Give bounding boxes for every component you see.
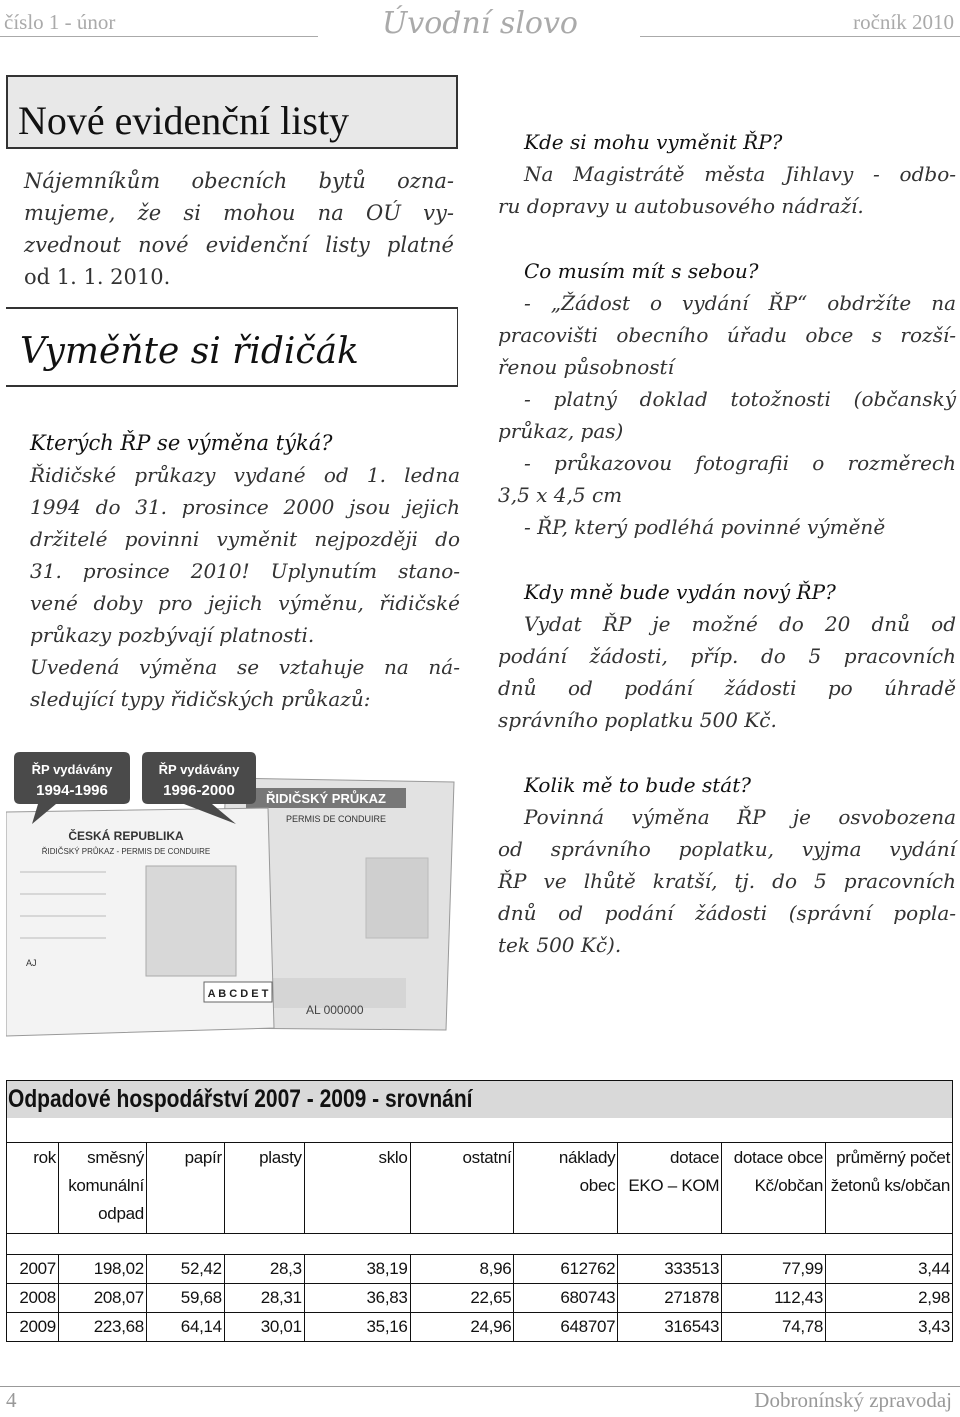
table-cell: 30,01 bbox=[224, 1313, 304, 1342]
header-cell-line: náklady bbox=[558, 1148, 616, 1167]
article2-title-box bbox=[6, 307, 458, 387]
header-cell-line: papír bbox=[184, 1148, 222, 1167]
answer-line: Na Magistrátě města Jihlavy - odbo- bbox=[524, 162, 956, 186]
answer-line: - „Žádost o vydání ŘP“ obdržíte na bbox=[524, 291, 956, 315]
question-4: Kdy mně bude vydán nový ŘP? bbox=[524, 580, 836, 604]
answer-line: Povinná výměna ŘP je osvobozena bbox=[524, 805, 956, 829]
table-header-cell bbox=[618, 1143, 722, 1234]
waste-table-section bbox=[6, 1080, 953, 1342]
bubble2-line1: ŘP vydávány bbox=[158, 762, 240, 777]
table-header-cell bbox=[58, 1143, 146, 1234]
bubble1-line2: 1994-1996 bbox=[36, 782, 108, 799]
table-cell: 64,14 bbox=[146, 1313, 224, 1342]
header-rule-right bbox=[640, 36, 960, 37]
table-header-cell bbox=[826, 1143, 953, 1234]
answer-line: dnů od podání žádosti po úhradě bbox=[498, 676, 956, 700]
list-item: - platný doklad totožnosti (občanský bbox=[524, 387, 956, 411]
table-row bbox=[7, 1255, 953, 1284]
table-cell: 74,78 bbox=[722, 1313, 826, 1342]
section-title: Úvodní slovo bbox=[381, 6, 578, 41]
waste-table bbox=[6, 1118, 953, 1342]
card2-title: ŘIDIČSKÝ PRŮKAZ bbox=[266, 791, 386, 806]
header-cell-line: Kč/občan bbox=[754, 1176, 824, 1195]
header-rule-left bbox=[0, 36, 318, 37]
table-cell: 198,02 bbox=[58, 1255, 146, 1284]
answer-line: ru dopravy u autobusového nádraží. bbox=[498, 194, 864, 218]
table-header-cell bbox=[224, 1143, 304, 1234]
card2-number: AL 000000 bbox=[306, 1003, 364, 1017]
bubble1-line1: ŘP vydávány bbox=[31, 762, 113, 777]
lead-line: od 1. 1. 2010. bbox=[24, 265, 171, 289]
table-header-cell bbox=[722, 1143, 826, 1234]
answer-line: Uvedená výměna se vztahuje na ná- bbox=[30, 655, 460, 679]
table-cell: 2008 bbox=[7, 1284, 59, 1313]
lead-line: zvednout nové evidenční listy platné bbox=[24, 233, 454, 257]
card1-code: AJ bbox=[26, 958, 37, 968]
article1-title: Nové evidenční listy bbox=[18, 98, 350, 143]
answer-line: tek 500 Kč). bbox=[498, 933, 622, 957]
answer-line: ŘP ve lhůtě kratší, tj. do 5 pracovních bbox=[498, 869, 956, 893]
answer-line: podání žádosti, příp. do 5 pracovních bbox=[498, 644, 956, 668]
table-cell: 112,43 bbox=[722, 1284, 826, 1313]
volume-label: ročník 2010 bbox=[853, 10, 954, 34]
answer-line: Vydat ŘP je možné do 20 dnů od bbox=[524, 612, 956, 636]
table-cell: 77,99 bbox=[722, 1255, 826, 1284]
table-header-cell bbox=[304, 1143, 410, 1234]
header-cell-line: dotace obce bbox=[733, 1148, 824, 1167]
header-cell-line: komunální bbox=[68, 1176, 144, 1195]
article2-left-text bbox=[30, 427, 460, 715]
header-cell-line: odpad bbox=[98, 1204, 144, 1223]
article2-title: Vyměňte si řidičák bbox=[20, 331, 359, 372]
article1-title-box bbox=[6, 75, 458, 149]
table-cell: 36,83 bbox=[304, 1284, 410, 1313]
header-cell-line: průměrný počet bbox=[836, 1148, 950, 1167]
issue-label: číslo 1 - únor bbox=[4, 10, 116, 34]
header-cell-line: obec bbox=[579, 1176, 616, 1195]
answer-line: od správního poplatku, vyjma vydání bbox=[498, 837, 956, 861]
table-cell: 38,19 bbox=[304, 1255, 410, 1284]
table-cell: 271878 bbox=[618, 1284, 722, 1313]
table-body bbox=[7, 1255, 953, 1342]
licence-photo bbox=[6, 748, 458, 1038]
answer-line: správního poplatku 500 Kč. bbox=[498, 708, 777, 732]
lead-line: Nájemníkům obecních bytů ozna- bbox=[24, 169, 454, 193]
table-spacer bbox=[7, 1118, 953, 1143]
answer-line: pracovišti obecního úřadu obce s rozší- bbox=[498, 323, 956, 347]
table-header-cell bbox=[7, 1143, 59, 1234]
table-cell: 3,44 bbox=[826, 1255, 953, 1284]
table-cell: 2007 bbox=[7, 1255, 59, 1284]
card1-categories: A B C D E T bbox=[207, 988, 269, 1000]
right-column bbox=[498, 126, 956, 994]
licence-card-1994-1996 bbox=[6, 808, 274, 1036]
table-cell: 333513 bbox=[618, 1255, 722, 1284]
table-header-cell bbox=[146, 1143, 224, 1234]
table-title-bar bbox=[6, 1080, 953, 1118]
header-cell-line: směsný bbox=[87, 1148, 144, 1167]
table-spacer bbox=[7, 1234, 953, 1255]
table-row bbox=[7, 1313, 953, 1342]
header-cell-line: EKO – KOM bbox=[628, 1176, 720, 1195]
answer-line: vené doby pro jejich výměnu, řidičské bbox=[30, 591, 460, 615]
table-cell: 680743 bbox=[514, 1284, 618, 1313]
footer-rule bbox=[0, 1386, 960, 1387]
header-cell-line: plasty bbox=[259, 1148, 302, 1167]
table-row bbox=[7, 1284, 953, 1313]
card1-title: ŘIDIČSKÝ PRŮKAZ - PERMIS DE CONDUIRE bbox=[41, 847, 211, 856]
table-cell: 223,68 bbox=[58, 1313, 146, 1342]
answer-line: dnů od podání žádosti (správní popla- bbox=[498, 901, 956, 925]
table-cell: 28,3 bbox=[224, 1255, 304, 1284]
answer-line: řenou působností bbox=[498, 355, 674, 379]
card2-subtitle: PERMIS DE CONDUIRE bbox=[285, 814, 387, 824]
question-5: Kolik mě to bude stát? bbox=[524, 773, 751, 797]
table-cell: 8,96 bbox=[410, 1255, 514, 1284]
bubble2-line2: 1996-2000 bbox=[163, 782, 235, 799]
table-cell: 28,31 bbox=[224, 1284, 304, 1313]
publication-name: Dobronínský zpravodaj bbox=[754, 1388, 952, 1412]
table-title: Odpadové hospodářství 2007 - 2009 - srovnání bbox=[8, 1085, 473, 1113]
header-cell-line: žetonů ks/občan bbox=[830, 1176, 950, 1195]
table-cell: 2,98 bbox=[826, 1284, 953, 1313]
table-header-cell bbox=[410, 1143, 514, 1234]
table-cell: 52,42 bbox=[146, 1255, 224, 1284]
table-cell: 35,16 bbox=[304, 1313, 410, 1342]
table-cell: 648707 bbox=[514, 1313, 618, 1342]
header-cell-line: dotace bbox=[669, 1148, 720, 1167]
table-cell: 22,65 bbox=[410, 1284, 514, 1313]
list-item: - ŘP, který podléhá povinné výměně bbox=[524, 515, 886, 539]
qa-cost bbox=[498, 769, 956, 961]
answer-line: průkazy pozbývají platnosti. bbox=[30, 623, 315, 647]
table-header-cell bbox=[514, 1143, 618, 1234]
table-cell: 316543 bbox=[618, 1313, 722, 1342]
table-cell: 59,68 bbox=[146, 1284, 224, 1313]
header-cell-line: ostatní bbox=[462, 1148, 512, 1167]
answer-line: 1994 do 31. prosince 2000 jsou jejich bbox=[30, 495, 460, 519]
table-header-row bbox=[7, 1143, 953, 1234]
card1-country: ČESKÁ REPUBLIKA bbox=[68, 829, 184, 843]
answer-line: držitelé povinni vyměnit nejpozději do bbox=[30, 527, 460, 551]
header-cell-line: rok bbox=[33, 1148, 56, 1167]
qa-when bbox=[498, 576, 956, 736]
table-cell: 2009 bbox=[7, 1313, 59, 1342]
question-3: Co musím mít s sebou? bbox=[524, 259, 759, 283]
table-cell: 612762 bbox=[514, 1255, 618, 1284]
qa-where bbox=[498, 126, 956, 222]
table-cell: 24,96 bbox=[410, 1313, 514, 1342]
table-cell: 208,07 bbox=[58, 1284, 146, 1313]
page-number: 4 bbox=[6, 1388, 17, 1412]
question-1: Kterých ŘP se výměna týká? bbox=[30, 431, 333, 455]
article1-body bbox=[24, 165, 454, 293]
lead-line: mujeme, že si mohou na OÚ vy- bbox=[24, 201, 454, 225]
list-item: - průkazovou fotografii o rozměrech bbox=[524, 451, 956, 475]
list-item-cont: 3,5 x 4,5 cm bbox=[498, 483, 623, 507]
list-item-cont: průkaz, pas) bbox=[498, 419, 624, 443]
header-cell-line: sklo bbox=[378, 1148, 408, 1167]
question-2: Kde si mohu vyměnit ŘP? bbox=[524, 130, 783, 154]
answer-line: Řidičské průkazy vydané od 1. ledna bbox=[30, 463, 460, 487]
table-cell: 3,43 bbox=[826, 1313, 953, 1342]
answer-line: sledující typy řidičských průkazů: bbox=[30, 687, 371, 711]
answer-line: 31. prosince 2010! Uplynutím stano- bbox=[30, 559, 460, 583]
qa-documents bbox=[498, 255, 956, 543]
